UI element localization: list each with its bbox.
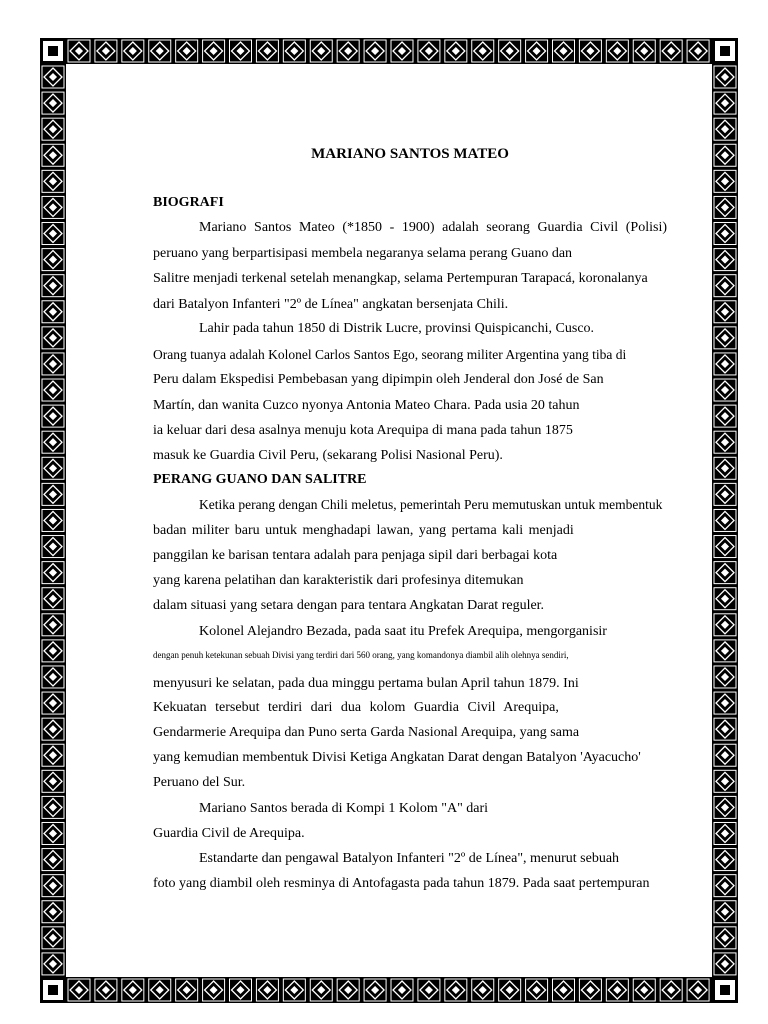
geometric-tile-icon bbox=[95, 40, 117, 62]
geometric-tile-icon bbox=[42, 666, 64, 688]
paragraph-line: Peru dalam Ekspedisi Pembebasan yang dipimpin oleh Jenderal don José de San bbox=[153, 372, 604, 387]
geometric-tile-icon bbox=[42, 327, 64, 349]
geometric-tile-icon bbox=[42, 509, 64, 531]
geometric-tile-icon bbox=[230, 40, 252, 62]
geometric-tile-icon bbox=[606, 40, 628, 62]
geometric-tile-icon bbox=[714, 953, 736, 975]
geometric-tile-icon bbox=[42, 822, 64, 844]
paragraph-line: Mariano Santos Mateo (*1850 - 1900) adalah seorang Guardia Civil (Polisi) bbox=[199, 220, 667, 235]
geometric-tile-icon bbox=[42, 536, 64, 558]
paragraph-line: Salitre menjadi terkenal setelah menangkap, selama Pertempuran Tarapacá, koronalanya bbox=[153, 271, 648, 286]
geometric-tile-icon bbox=[391, 979, 413, 1001]
paragraph-line: yang karena pelatihan dan karakteristik dari profesinya ditemukan bbox=[153, 573, 524, 588]
geometric-tile-icon bbox=[310, 979, 332, 1001]
geometric-tile-icon bbox=[660, 979, 682, 1001]
geometric-tile-icon bbox=[42, 249, 64, 271]
geometric-tile-icon bbox=[42, 640, 64, 662]
geometric-tile-icon bbox=[714, 353, 736, 375]
geometric-tile-icon bbox=[714, 875, 736, 897]
paragraph-line: Kolonel Alejandro Bezada, pada saat itu Prefek Arequipa, mengorganisir bbox=[199, 624, 607, 639]
geometric-tile-icon bbox=[579, 40, 601, 62]
paragraph-line: Ketika perang dengan Chili meletus, pemerintah Peru memutuskan untuk membentuk bbox=[199, 497, 663, 512]
geometric-tile-icon bbox=[42, 301, 64, 323]
geometric-tile-icon bbox=[714, 588, 736, 610]
geometric-tile-icon bbox=[42, 692, 64, 714]
geometric-tile-icon bbox=[95, 979, 117, 1001]
geometric-tile-icon bbox=[553, 40, 575, 62]
paragraph-line: Peruano del Sur. bbox=[153, 775, 246, 790]
geometric-tile-icon bbox=[42, 796, 64, 818]
geometric-tile-icon bbox=[499, 979, 521, 1001]
geometric-tile-icon bbox=[633, 979, 655, 1001]
geometric-tile-icon bbox=[714, 249, 736, 271]
geometric-tile-icon bbox=[714, 901, 736, 923]
geometric-tile-icon bbox=[364, 979, 386, 1001]
paragraph-line: dari Batalyon Infanteri "2º de Línea" angkatan bersenjata Chili. bbox=[153, 297, 509, 312]
geometric-tile-icon bbox=[122, 979, 144, 1001]
geometric-tile-icon bbox=[445, 979, 467, 1001]
geometric-tile-icon bbox=[418, 979, 440, 1001]
geometric-tile-icon bbox=[42, 66, 64, 88]
geometric-tile-icon bbox=[42, 275, 64, 297]
geometric-tile-icon bbox=[42, 118, 64, 140]
corner-tile-icon bbox=[715, 41, 735, 61]
geometric-tile-icon bbox=[42, 170, 64, 192]
corner-tile-icon bbox=[43, 41, 63, 61]
paragraph-line: Mariano Santos berada di Kompi 1 Kolom "A" dari bbox=[199, 801, 489, 816]
geometric-tile-icon bbox=[42, 379, 64, 401]
section-heading-biografi: BIOGRAFI bbox=[153, 195, 224, 210]
geometric-tile-icon bbox=[579, 979, 601, 1001]
geometric-tile-icon bbox=[149, 40, 171, 62]
paragraph-line: Orang tuanya adalah Kolonel Carlos Santos Ego, seorang militer Argentina yang tiba di bbox=[153, 347, 627, 362]
geometric-tile-icon bbox=[714, 744, 736, 766]
geometric-tile-icon bbox=[714, 327, 736, 349]
geometric-tile-icon bbox=[42, 614, 64, 636]
section-heading-perang: PERANG GUANO DAN SALITRE bbox=[153, 472, 367, 487]
geometric-tile-icon bbox=[714, 301, 736, 323]
geometric-tile-icon bbox=[714, 483, 736, 505]
geometric-tile-icon bbox=[42, 875, 64, 897]
geometric-tile-icon bbox=[714, 66, 736, 88]
geometric-tile-icon bbox=[42, 901, 64, 923]
geometric-tile-icon bbox=[472, 40, 494, 62]
paragraph-line: foto yang diambil oleh resminya di Antofagasta pada tahun 1879. Pada saat pertempuran bbox=[153, 876, 650, 891]
geometric-tile-icon bbox=[714, 431, 736, 453]
page-title: MARIANO SANTOS MATEO bbox=[311, 146, 509, 162]
geometric-tile-icon bbox=[364, 40, 386, 62]
paragraph-line: dalam situasi yang setara dengan para tentara Angkatan Darat reguler. bbox=[153, 598, 545, 613]
geometric-tile-icon bbox=[418, 40, 440, 62]
paragraph-line: Kekuatan tersebut terdiri dari dua kolom Guardia Civil Arequipa, bbox=[153, 700, 559, 715]
corner-tile-icon bbox=[43, 980, 63, 1000]
geometric-tile-icon bbox=[149, 979, 171, 1001]
geometric-tile-icon bbox=[714, 692, 736, 714]
geometric-tile-icon bbox=[499, 40, 521, 62]
geometric-tile-icon bbox=[337, 40, 359, 62]
paragraph-line: Lahir pada tahun 1850 di Distrik Lucre, provinsi Quispicanchi, Cusco. bbox=[199, 321, 595, 336]
geometric-tile-icon bbox=[42, 431, 64, 453]
paragraph-line: peruano yang berpartisipasi membela negaranya selama perang Guano dan bbox=[153, 246, 573, 261]
geometric-tile-icon bbox=[714, 196, 736, 218]
geometric-tile-icon bbox=[42, 744, 64, 766]
geometric-tile-icon bbox=[714, 796, 736, 818]
paragraph-line: panggilan ke barisan tentara adalah para penjaga sipil dari berbagai kota bbox=[153, 548, 558, 563]
geometric-tile-icon bbox=[42, 457, 64, 479]
paragraph-line: Gendarmerie Arequipa dan Puno serta Garda Nasional Arequipa, yang sama bbox=[153, 725, 580, 740]
geometric-tile-icon bbox=[42, 849, 64, 871]
geometric-tile-icon bbox=[42, 483, 64, 505]
geometric-tile-icon bbox=[283, 979, 305, 1001]
geometric-tile-icon bbox=[337, 979, 359, 1001]
geometric-tile-icon bbox=[445, 40, 467, 62]
paragraph-line-small: dengan penuh ketekunan sebuah Divisi yang terdiri dari 560 orang, yang komandonya diambil alih olehnya sendiri, bbox=[153, 650, 569, 660]
geometric-tile-icon bbox=[714, 223, 736, 245]
geometric-tile-icon bbox=[42, 770, 64, 792]
paragraph-line: Martín, dan wanita Cuzco nyonya Antonia Mateo Chara. Pada usia 20 tahun bbox=[153, 398, 580, 413]
paragraph-line: menyusuri ke selatan, pada dua minggu pertama bulan April tahun 1879. Ini bbox=[153, 676, 579, 691]
geometric-tile-icon bbox=[714, 509, 736, 531]
geometric-tile-icon bbox=[391, 40, 413, 62]
paragraph-line: Estandarte dan pengawal Batalyon Infanteri "2º de Línea", menurut sebuah bbox=[199, 851, 620, 866]
geometric-tile-icon bbox=[122, 40, 144, 62]
geometric-tile-icon bbox=[714, 640, 736, 662]
geometric-tile-icon bbox=[714, 457, 736, 479]
geometric-tile-icon bbox=[203, 979, 225, 1001]
geometric-tile-icon bbox=[714, 562, 736, 584]
geometric-tile-icon bbox=[714, 822, 736, 844]
geometric-tile-icon bbox=[42, 562, 64, 584]
corner-tile-icon bbox=[715, 980, 735, 1000]
geometric-tile-icon bbox=[714, 927, 736, 949]
geometric-tile-icon bbox=[714, 92, 736, 114]
geometric-tile-icon bbox=[526, 979, 548, 1001]
geometric-tile-icon bbox=[42, 92, 64, 114]
geometric-tile-icon bbox=[660, 40, 682, 62]
paragraph-line: masuk ke Guardia Civil Peru, (sekarang Polisi Nasional Peru). bbox=[153, 448, 503, 463]
geometric-tile-icon bbox=[42, 353, 64, 375]
geometric-tile-icon bbox=[633, 40, 655, 62]
paragraph-line: Guardia Civil de Arequipa. bbox=[153, 826, 305, 841]
geometric-tile-icon bbox=[310, 40, 332, 62]
geometric-tile-icon bbox=[42, 196, 64, 218]
geometric-tile-icon bbox=[714, 770, 736, 792]
geometric-tile-icon bbox=[714, 666, 736, 688]
paragraph-line: badan militer baru untuk menghadapi lawan, yang pertama kali menjadi bbox=[153, 523, 574, 538]
geometric-tile-icon bbox=[687, 40, 709, 62]
geometric-tile-icon bbox=[714, 718, 736, 740]
geometric-tile-icon bbox=[714, 405, 736, 427]
geometric-tile-icon bbox=[203, 40, 225, 62]
geometric-tile-icon bbox=[42, 718, 64, 740]
geometric-tile-icon bbox=[714, 536, 736, 558]
geometric-tile-icon bbox=[714, 118, 736, 140]
geometric-tile-icon bbox=[68, 40, 90, 62]
geometric-tile-icon bbox=[42, 927, 64, 949]
geometric-tile-icon bbox=[256, 979, 278, 1001]
geometric-tile-icon bbox=[472, 979, 494, 1001]
geometric-tile-icon bbox=[714, 849, 736, 871]
geometric-tile-icon bbox=[687, 979, 709, 1001]
geometric-tile-icon bbox=[68, 979, 90, 1001]
geometric-tile-icon bbox=[176, 979, 198, 1001]
geometric-tile-icon bbox=[606, 979, 628, 1001]
geometric-tile-icon bbox=[553, 979, 575, 1001]
geometric-tile-icon bbox=[42, 405, 64, 427]
paragraph-line: ia keluar dari desa asalnya menuju kota Arequipa di mana pada tahun 1875 bbox=[153, 423, 573, 438]
geometric-tile-icon bbox=[714, 379, 736, 401]
paragraph-line: yang kemudian membentuk Divisi Ketiga Angkatan Darat dengan Batalyon 'Ayacucho' bbox=[153, 750, 641, 765]
geometric-tile-icon bbox=[42, 223, 64, 245]
geometric-tile-icon bbox=[283, 40, 305, 62]
geometric-tile-icon bbox=[714, 170, 736, 192]
geometric-tile-icon bbox=[714, 614, 736, 636]
geometric-tile-icon bbox=[230, 979, 252, 1001]
geometric-tile-icon bbox=[256, 40, 278, 62]
geometric-tile-icon bbox=[714, 275, 736, 297]
geometric-tile-icon bbox=[42, 953, 64, 975]
geometric-tile-icon bbox=[526, 40, 548, 62]
geometric-tile-icon bbox=[176, 40, 198, 62]
geometric-tile-icon bbox=[42, 588, 64, 610]
